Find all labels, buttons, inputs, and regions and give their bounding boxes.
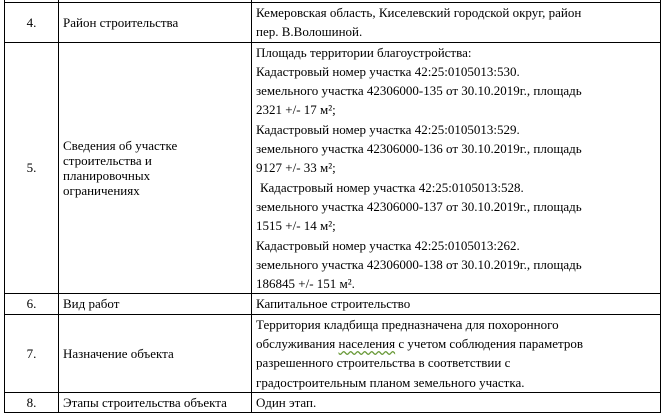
value-line-with-spellcheck: обслуживания населения с учетом соблюдения параметров bbox=[256, 336, 584, 352]
value-line: земельного участка 42306000-135 от 30.10.2019г., площадь bbox=[256, 83, 582, 99]
value-line: Кадастровый номер участка 42:25:0105013:530. bbox=[256, 63, 520, 79]
value-line: Кемеровская область, Киселевский городской округ, район bbox=[256, 5, 582, 20]
row-value bbox=[252, 392, 661, 412]
spellcheck-underlined-word: населения bbox=[338, 336, 396, 352]
row-number: 6. bbox=[5, 294, 59, 314]
row-label-line: Этапы строительства объекта bbox=[63, 394, 227, 410]
value-line: земельного участка 42306000-136 от 30.10.2019г., площадь bbox=[256, 141, 582, 157]
value-line: земельного участка 42306000-137 от 30.10.2019г., площадь bbox=[256, 198, 582, 214]
value-line: 9127 +/- 33 м²; bbox=[256, 160, 336, 176]
value-line: Площадь территории благоустройства: bbox=[256, 44, 472, 60]
value-line: Кадастровый номер участка 42:25:0105013:528. bbox=[260, 179, 524, 195]
table-row bbox=[5, 294, 661, 314]
row-number: 7. bbox=[5, 314, 59, 392]
row-value bbox=[252, 314, 661, 392]
row-value bbox=[252, 294, 661, 314]
value-line: Кадастровый номер участка 42:25:0105013:262. bbox=[256, 237, 520, 253]
table-row bbox=[5, 42, 661, 294]
row-label-line: Вид работ bbox=[63, 296, 120, 312]
row-number: 4. bbox=[5, 3, 59, 43]
value-line: пер. В.Волошиной. bbox=[256, 24, 363, 40]
row-label-line: Сведения об участке bbox=[63, 138, 178, 154]
row-number: 5. bbox=[5, 42, 59, 294]
value-line: Один этап. bbox=[256, 394, 317, 410]
row-label-line: Район строительства bbox=[63, 14, 179, 30]
row-label-line: планировочных bbox=[63, 168, 151, 184]
table-row bbox=[5, 392, 661, 412]
row-label-line: ограничениях bbox=[63, 183, 140, 199]
row-number: 8. bbox=[5, 392, 59, 412]
value-line: 186845 +/- 151 м². bbox=[256, 276, 355, 292]
row-value bbox=[252, 42, 661, 294]
value-line: 1515 +/- 14 м²; bbox=[256, 218, 336, 234]
value-line: земельного участка 42306000-138 от 30.10.2019г., площадь bbox=[256, 256, 582, 272]
value-line: Территория кладбища предназначена для похоронного bbox=[256, 316, 559, 332]
table-row bbox=[5, 3, 661, 43]
value-line: 2321 +/- 17 м²; bbox=[256, 102, 336, 118]
row-value bbox=[252, 3, 661, 43]
value-line: Капитальное строительство bbox=[256, 296, 411, 312]
table-row bbox=[5, 314, 661, 392]
value-line: Кадастровый номер участка 42:25:0105013:529. bbox=[256, 121, 520, 137]
row-label bbox=[59, 3, 252, 43]
row-label bbox=[59, 314, 252, 392]
value-line: градостроительным планом земельного участка. bbox=[256, 374, 525, 390]
row-label bbox=[59, 294, 252, 314]
specification-table bbox=[4, 0, 661, 413]
row-label bbox=[59, 42, 252, 294]
row-label-line: строительства и bbox=[63, 153, 152, 169]
row-label-line: Назначение объекта bbox=[63, 345, 174, 361]
value-line: разрешенного строительства в соответствии с bbox=[256, 355, 511, 371]
row-label bbox=[59, 392, 252, 412]
